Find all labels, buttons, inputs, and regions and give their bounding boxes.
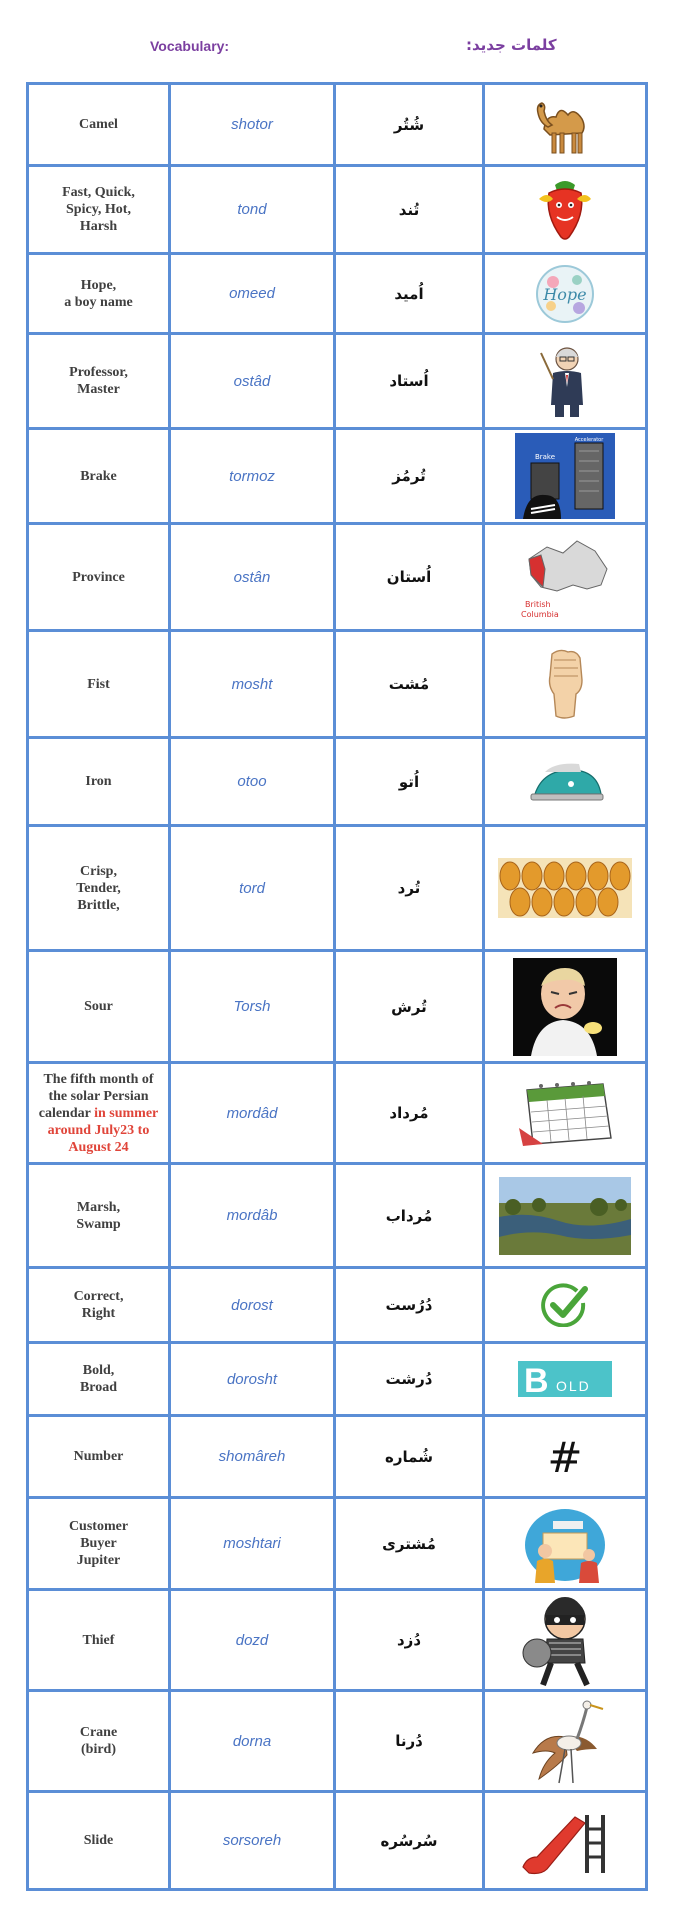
transliteration-cell	[170, 1164, 335, 1268]
table-row	[28, 1343, 647, 1416]
crane-bird-icon	[525, 1693, 605, 1789]
persian-word: دُرنا	[395, 1732, 423, 1750]
english-meaning-cell	[28, 429, 170, 524]
persian-word-cell	[335, 1343, 484, 1416]
persian-title: کلمات جدید:	[466, 36, 557, 54]
transliteration: tond	[237, 201, 267, 218]
table-row	[28, 1498, 647, 1590]
illustration-cell	[484, 1268, 647, 1343]
transliteration: dozd	[235, 1631, 269, 1649]
vocabulary-table	[26, 82, 648, 1891]
english-meaning-cell	[28, 1792, 170, 1890]
english-meaning-cell	[28, 951, 170, 1063]
english-meaning: Brake	[80, 468, 117, 484]
persian-word: شُتُر	[393, 115, 425, 134]
persian-word: اُستان	[386, 568, 432, 586]
illustration-cell	[484, 254, 647, 334]
english-meaning: Bold, Broad	[79, 1363, 118, 1395]
table-row	[28, 1590, 647, 1691]
transliteration-cell	[170, 631, 335, 738]
page-header	[0, 34, 681, 64]
transliteration-cell	[170, 524, 335, 631]
english-meaning-cell	[28, 1590, 170, 1691]
table-row	[28, 334, 647, 429]
table-row	[28, 1416, 647, 1498]
illustration-cell	[484, 1792, 647, 1890]
table-row	[28, 1268, 647, 1343]
transliteration-cell	[170, 1691, 335, 1792]
transliteration-cell	[170, 334, 335, 429]
english-meaning: Iron	[85, 774, 112, 789]
english-meaning-cell	[28, 254, 170, 334]
swamp-icon	[499, 1177, 631, 1255]
transliteration: mordâb	[226, 1207, 278, 1224]
bold-sign-icon	[518, 1359, 612, 1399]
illustration-cell	[484, 1063, 647, 1164]
table-row	[28, 1164, 647, 1268]
table-row	[28, 631, 647, 738]
persian-word-cell	[335, 951, 484, 1063]
transliteration: shomâreh	[218, 1448, 286, 1465]
english-meaning: Crane (bird)	[79, 1725, 118, 1757]
transliteration: dorost	[231, 1296, 273, 1314]
illustration-cell	[484, 631, 647, 738]
illustration-cell	[484, 951, 647, 1063]
illustration-cell	[484, 334, 647, 429]
illustration-cell	[484, 1416, 647, 1498]
transliteration: Torsh	[233, 998, 271, 1015]
english-meaning: Fist	[87, 676, 110, 692]
chili-pepper-icon	[535, 175, 595, 245]
persian-word: دُرشت	[385, 1370, 433, 1388]
persian-word: تُند	[398, 200, 420, 219]
english-meaning-cell	[28, 1498, 170, 1590]
transliteration-cell	[170, 826, 335, 951]
english-meaning-cell	[28, 166, 170, 254]
transliteration-cell	[170, 429, 335, 524]
crispy-cookies-icon	[498, 858, 632, 918]
checkmark-icon	[541, 1283, 589, 1327]
bold-letter: B	[524, 1362, 549, 1399]
english-meaning-cell	[28, 738, 170, 826]
brake-label: Brake	[534, 453, 556, 461]
english-meaning: Sour	[84, 999, 113, 1014]
english-meaning-cell	[28, 84, 170, 166]
persian-word-cell	[335, 1164, 484, 1268]
fist-icon	[540, 646, 590, 722]
transliteration: tord	[239, 879, 265, 897]
transliteration: dorosht	[226, 1370, 278, 1388]
english-meaning-cell	[28, 1164, 170, 1268]
persian-word: اُستاد	[389, 372, 429, 390]
persian-word: تُرمُز	[392, 467, 426, 485]
hope-word-art-icon	[533, 260, 597, 328]
persian-word-cell	[335, 254, 484, 334]
illustration-cell	[484, 1691, 647, 1792]
persian-word: مُرداب	[385, 1206, 433, 1225]
british-columbia-label: British Columbia	[521, 600, 559, 619]
english-meaning-cell	[28, 631, 170, 738]
transliteration: sorsoreh	[222, 1832, 282, 1849]
transliteration: ostâd	[233, 372, 271, 390]
persian-word: تُرد	[397, 879, 421, 897]
persian-word-cell	[335, 334, 484, 429]
english-meaning: Correct, Right	[73, 1289, 124, 1321]
transliteration-cell	[170, 84, 335, 166]
transliteration-cell	[170, 1590, 335, 1691]
transliteration-cell	[170, 1343, 335, 1416]
english-meaning-cell	[28, 1343, 170, 1416]
english-meaning: Fast, Quick, Spicy, Hot, Harsh	[62, 185, 135, 234]
english-meaning-cell	[28, 1268, 170, 1343]
transliteration: dorna	[232, 1732, 272, 1750]
persian-word: اُتو	[398, 772, 420, 791]
accelerator-label: Accelerator	[574, 437, 604, 443]
table-row	[28, 951, 647, 1063]
illustration-cell	[484, 84, 647, 166]
illustration-cell	[484, 166, 647, 254]
english-meaning: The fifth month of the solar Persian calendar	[38, 1071, 154, 1121]
transliteration: mosht	[231, 675, 273, 693]
persian-word-cell	[335, 84, 484, 166]
persian-word: اُمید	[394, 284, 424, 303]
transliteration-cell	[170, 1498, 335, 1590]
persian-word-cell	[335, 1063, 484, 1164]
table-row	[28, 254, 647, 334]
english-meaning-cell	[28, 1416, 170, 1498]
persian-word-cell	[335, 631, 484, 738]
english-meaning-highlight: in summer around July23 to August 24	[47, 1105, 159, 1155]
persian-word-cell	[335, 738, 484, 826]
table-row	[28, 1691, 647, 1792]
hope-art-text: Hope	[543, 284, 587, 304]
table-row	[28, 1792, 647, 1890]
transliteration-cell	[170, 1268, 335, 1343]
persian-word-cell	[335, 1691, 484, 1792]
transliteration-cell	[170, 1416, 335, 1498]
professor-icon	[537, 343, 593, 419]
clothes-iron-icon	[525, 760, 605, 804]
table-row	[28, 1063, 647, 1164]
transliteration-cell	[170, 738, 335, 826]
persian-word: سُرسُره	[380, 1831, 438, 1850]
thief-icon	[521, 1593, 609, 1687]
hash-icon	[545, 1432, 585, 1482]
brake-pedal-icon	[515, 433, 615, 519]
transliteration-cell	[170, 1792, 335, 1890]
persian-word: مُرداد	[389, 1104, 429, 1122]
persian-word-cell	[335, 826, 484, 951]
persian-word: دُرُست	[385, 1296, 433, 1314]
transliteration: ostân	[233, 568, 271, 586]
persian-word-cell	[335, 1792, 484, 1890]
english-meaning: Slide	[83, 1833, 114, 1848]
canada-map-icon	[517, 529, 613, 625]
english-meaning-cell	[28, 826, 170, 951]
transliteration-cell	[170, 1063, 335, 1164]
english-meaning: Thief	[82, 1632, 115, 1648]
persian-word-cell	[335, 1498, 484, 1590]
english-meaning: Crisp, Tender, Brittle,	[76, 863, 121, 913]
english-meaning-cell	[28, 1691, 170, 1792]
persian-word: دُزد	[396, 1631, 422, 1649]
sour-face-boy-icon	[513, 958, 617, 1056]
illustration-cell	[484, 524, 647, 631]
table-row	[28, 524, 647, 631]
transliteration: shotor	[231, 116, 273, 133]
illustration-cell	[484, 1498, 647, 1590]
illustration-cell	[484, 826, 647, 951]
table-row	[28, 166, 647, 254]
hash-symbol: #	[547, 1432, 583, 1482]
english-meaning: Hope, a boy name	[64, 277, 133, 310]
slide-icon	[517, 1807, 613, 1875]
persian-word: شُماره	[385, 1447, 433, 1466]
persian-word-cell	[335, 524, 484, 631]
english-meaning: Camel	[79, 117, 118, 132]
transliteration-cell	[170, 166, 335, 254]
calendar-icon	[513, 1078, 617, 1148]
transliteration: tormoz	[229, 467, 275, 485]
vocabulary-title: Vocabulary:	[150, 38, 230, 54]
persian-word: تُرش	[391, 997, 427, 1016]
persian-word: مُشت	[388, 675, 430, 693]
persian-word-cell	[335, 166, 484, 254]
english-meaning-cell	[28, 524, 170, 631]
persian-word-cell	[335, 429, 484, 524]
transliteration: omeed	[229, 285, 275, 302]
illustration-cell	[484, 429, 647, 524]
transliteration: moshtari	[223, 1535, 281, 1552]
table-row	[28, 429, 647, 524]
english-meaning-cell	[28, 334, 170, 429]
persian-word-cell	[335, 1416, 484, 1498]
persian-word-cell	[335, 1268, 484, 1343]
illustration-cell	[484, 1590, 647, 1691]
transliteration-cell	[170, 951, 335, 1063]
illustration-cell	[484, 738, 647, 826]
camel-icon	[530, 93, 600, 157]
english-meaning-cell	[28, 1063, 170, 1164]
table-row	[28, 84, 647, 166]
english-meaning: Province	[72, 569, 125, 585]
bold-rest: OLD	[556, 1378, 591, 1394]
english-meaning: Number	[73, 1449, 124, 1464]
english-meaning: Customer Buyer Jupiter	[68, 1519, 129, 1568]
illustration-cell	[484, 1164, 647, 1268]
transliteration: mordâd	[226, 1104, 278, 1122]
persian-word-cell	[335, 1590, 484, 1691]
customer-icon	[523, 1505, 607, 1583]
transliteration: otoo	[237, 773, 267, 790]
table-row	[28, 738, 647, 826]
persian-word: مُشتری	[382, 1534, 436, 1553]
transliteration-cell	[170, 254, 335, 334]
english-meaning: Professor, Master	[69, 365, 128, 397]
illustration-cell	[484, 1343, 647, 1416]
table-row	[28, 826, 647, 951]
english-meaning: Marsh, Swamp	[76, 1199, 121, 1232]
